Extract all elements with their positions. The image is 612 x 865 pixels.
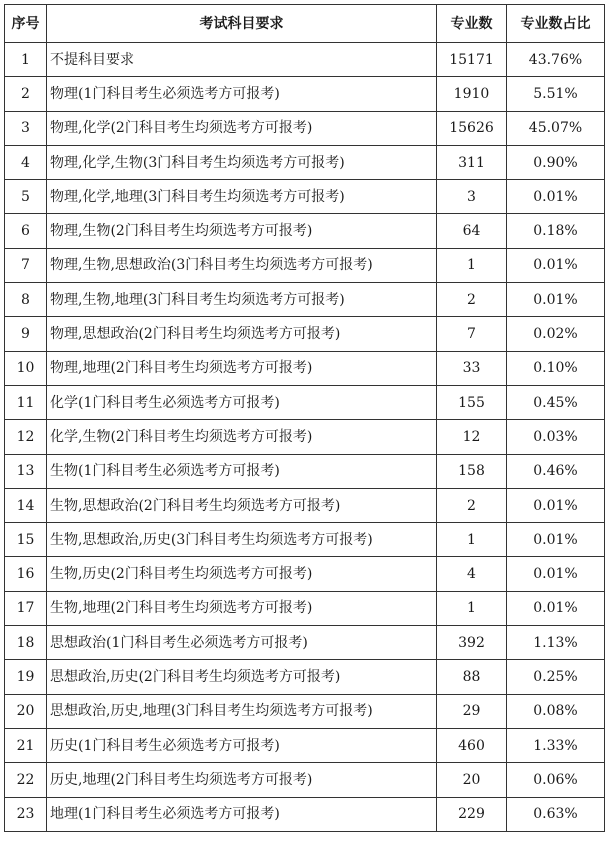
row-index: 4	[5, 145, 47, 179]
table-row	[5, 694, 605, 728]
row-major-count: 88	[437, 660, 507, 694]
row-major-count: 33	[437, 351, 507, 385]
row-requirement: 地理(1门科目考生必须选考方可报考)	[47, 797, 437, 831]
row-major-count: 155	[437, 385, 507, 419]
table-row	[5, 180, 605, 214]
row-requirement: 物理,地理(2门科目考生均须选考方可报考)	[47, 351, 437, 385]
row-index: 12	[5, 420, 47, 454]
row-major-percent: 0.02%	[507, 317, 605, 351]
row-requirement: 历史(1门科目考生必须选考方可报考)	[47, 728, 437, 762]
table-row	[5, 385, 605, 419]
row-major-percent: 5.51%	[507, 77, 605, 111]
row-index: 11	[5, 385, 47, 419]
table-row	[5, 43, 605, 77]
table-body	[5, 43, 605, 832]
row-major-count: 64	[437, 214, 507, 248]
row-major-percent: 0.01%	[507, 248, 605, 282]
row-requirement: 不提科目要求	[47, 43, 437, 77]
table-row	[5, 728, 605, 762]
row-major-count: 7	[437, 317, 507, 351]
header-requirement: 考试科目要求	[47, 5, 437, 43]
table-row	[5, 317, 605, 351]
row-index: 18	[5, 626, 47, 660]
table-row	[5, 488, 605, 522]
row-major-count: 1	[437, 591, 507, 625]
row-index: 17	[5, 591, 47, 625]
table-row	[5, 763, 605, 797]
row-major-count: 12	[437, 420, 507, 454]
row-requirement: 生物,思想政治(2门科目考生均须选考方可报考)	[47, 488, 437, 522]
row-major-count: 392	[437, 626, 507, 660]
row-major-count: 20	[437, 763, 507, 797]
table-row	[5, 145, 605, 179]
row-major-count: 2	[437, 488, 507, 522]
row-major-percent: 0.01%	[507, 283, 605, 317]
row-index: 22	[5, 763, 47, 797]
row-index: 23	[5, 797, 47, 831]
row-index: 16	[5, 557, 47, 591]
row-index: 5	[5, 180, 47, 214]
row-requirement: 物理,生物,思想政治(3门科目考生均须选考方可报考)	[47, 248, 437, 282]
row-index: 13	[5, 454, 47, 488]
row-major-count: 229	[437, 797, 507, 831]
table-row	[5, 557, 605, 591]
row-major-percent: 0.03%	[507, 420, 605, 454]
row-major-percent: 0.06%	[507, 763, 605, 797]
table-row	[5, 77, 605, 111]
row-major-percent: 0.25%	[507, 660, 605, 694]
row-major-count: 29	[437, 694, 507, 728]
row-major-count: 15171	[437, 43, 507, 77]
row-index: 10	[5, 351, 47, 385]
header-index: 序号	[5, 5, 47, 43]
row-index: 15	[5, 523, 47, 557]
row-requirement: 物理,化学,生物(3门科目考生均须选考方可报考)	[47, 145, 437, 179]
row-major-count: 1	[437, 248, 507, 282]
row-major-percent: 45.07%	[507, 111, 605, 145]
row-requirement: 化学(1门科目考生必须选考方可报考)	[47, 385, 437, 419]
row-major-percent: 0.45%	[507, 385, 605, 419]
row-index: 14	[5, 488, 47, 522]
row-major-percent: 0.01%	[507, 591, 605, 625]
row-requirement: 物理,化学(2门科目考生均须选考方可报考)	[47, 111, 437, 145]
row-major-count: 15626	[437, 111, 507, 145]
row-requirement: 化学,生物(2门科目考生均须选考方可报考)	[47, 420, 437, 454]
row-requirement: 生物,历史(2门科目考生均须选考方可报考)	[47, 557, 437, 591]
row-requirement: 思想政治,历史(2门科目考生均须选考方可报考)	[47, 660, 437, 694]
table-row	[5, 420, 605, 454]
table-row	[5, 351, 605, 385]
row-major-percent: 1.13%	[507, 626, 605, 660]
row-requirement: 物理,生物,地理(3门科目考生均须选考方可报考)	[47, 283, 437, 317]
row-index: 8	[5, 283, 47, 317]
row-major-count: 311	[437, 145, 507, 179]
table-header-row	[5, 5, 605, 43]
row-major-percent: 0.46%	[507, 454, 605, 488]
table-row	[5, 797, 605, 831]
row-requirement: 历史,地理(2门科目考生均须选考方可报考)	[47, 763, 437, 797]
row-requirement: 物理,思想政治(2门科目考生均须选考方可报考)	[47, 317, 437, 351]
row-major-percent: 0.01%	[507, 488, 605, 522]
row-major-percent: 0.90%	[507, 145, 605, 179]
table-row	[5, 660, 605, 694]
row-index: 20	[5, 694, 47, 728]
row-major-percent: 0.01%	[507, 557, 605, 591]
row-major-count: 1	[437, 523, 507, 557]
row-requirement: 思想政治(1门科目考生必须选考方可报考)	[47, 626, 437, 660]
header-major-percent: 专业数占比	[507, 5, 605, 43]
row-requirement: 生物,地理(2门科目考生均须选考方可报考)	[47, 591, 437, 625]
row-index: 19	[5, 660, 47, 694]
table-row	[5, 214, 605, 248]
row-major-count: 3	[437, 180, 507, 214]
row-major-percent: 43.76%	[507, 43, 605, 77]
table-row	[5, 248, 605, 282]
row-major-count: 1910	[437, 77, 507, 111]
row-major-count: 2	[437, 283, 507, 317]
row-major-count: 158	[437, 454, 507, 488]
row-index: 6	[5, 214, 47, 248]
table-row	[5, 111, 605, 145]
row-index: 21	[5, 728, 47, 762]
header-major-count: 专业数	[437, 5, 507, 43]
row-index: 2	[5, 77, 47, 111]
row-requirement: 生物(1门科目考生必须选考方可报考)	[47, 454, 437, 488]
row-major-percent: 0.01%	[507, 180, 605, 214]
row-index: 1	[5, 43, 47, 77]
table-row	[5, 591, 605, 625]
row-index: 3	[5, 111, 47, 145]
table-row	[5, 283, 605, 317]
table-row	[5, 626, 605, 660]
row-major-count: 4	[437, 557, 507, 591]
row-requirement: 思想政治,历史,地理(3门科目考生均须选考方可报考)	[47, 694, 437, 728]
row-index: 9	[5, 317, 47, 351]
row-major-percent: 1.33%	[507, 728, 605, 762]
row-major-percent: 0.08%	[507, 694, 605, 728]
row-major-percent: 0.63%	[507, 797, 605, 831]
subject-requirements-table	[4, 4, 605, 832]
row-major-count: 460	[437, 728, 507, 762]
row-index: 7	[5, 248, 47, 282]
row-requirement: 物理,化学,地理(3门科目考生均须选考方可报考)	[47, 180, 437, 214]
row-major-percent: 0.10%	[507, 351, 605, 385]
row-requirement: 物理,生物(2门科目考生均须选考方可报考)	[47, 214, 437, 248]
table-row	[5, 523, 605, 557]
row-major-percent: 0.01%	[507, 523, 605, 557]
row-requirement: 生物,思想政治,历史(3门科目考生均须选考方可报考)	[47, 523, 437, 557]
table-row	[5, 454, 605, 488]
row-requirement: 物理(1门科目考生必须选考方可报考)	[47, 77, 437, 111]
row-major-percent: 0.18%	[507, 214, 605, 248]
